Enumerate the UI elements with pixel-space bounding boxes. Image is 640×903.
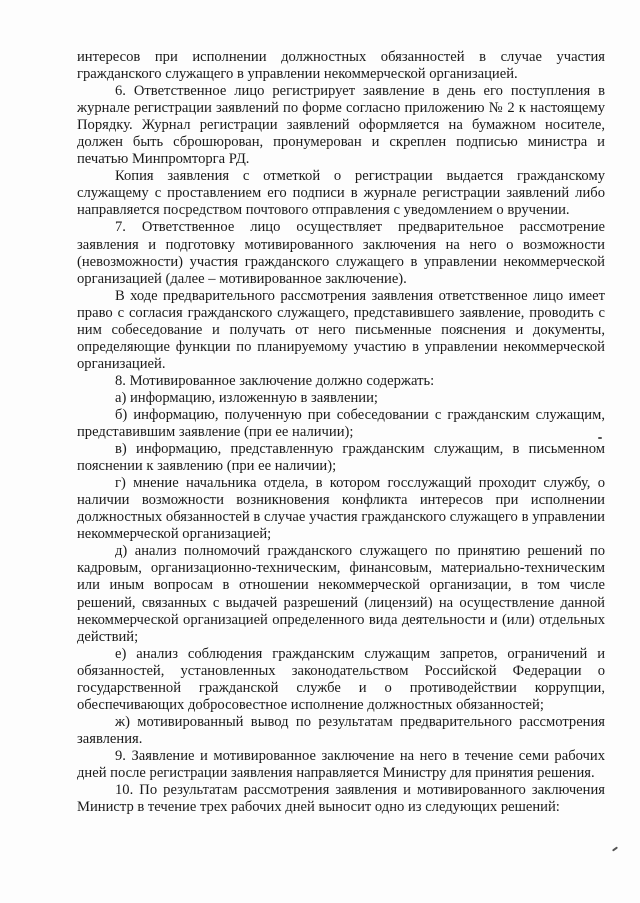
paragraph-item-7: 7. Ответственное лицо осуществляет предварительное рассмотрение заявления и подготовку мотивированного заключения на него о возможности (невозможности) участия гражданского служащего в управлении некоммерческой организацией (далее – мотивированное заключение). [77,219,605,287]
list-item-e: е) анализ соблюдения гражданским служащим запретов, ограничений и обязанностей, установленных законодательством Российской Федерации о государственной гражданской службе и о противодействии коррупции, обеспечивающих добросовестное исполнение должностных обязанностей; [77,645,605,713]
list-item-a: а) информацию, изложенную в заявлении; [115,389,378,406]
paragraph-item-6: 6. Ответственное лицо регистрирует заявление в день его поступления в журнале регистрации заявлений по форме согласно приложению № 2 к настоящему Порядку. Журнал регистрации заявлений оформляется на бумажном носителе, должен быть сброшюрован, пронумерован и скреплен подписью министра и печатью Минпромторга РД. [77,83,605,168]
scan-speck [612,846,618,851]
paragraph-preliminary-review: В ходе предварительного рассмотрения заявления ответственное лицо имеет право с согласия гражданского служащего, представившего заявление, проводить с ним собеседование и получать от него письменные пояснения и документы, определяющие функции по планируемому участию в управлении некоммерческой организацией. [77,287,605,372]
paragraph-item-9: 9. Заявление и мотивированное заключение на него в течение семи рабочих дней после регистрации заявления направляется Министру для принятия решения. [77,747,605,781]
paragraph-item-10: 10. По результатам рассмотрения заявления и мотивированного заключения Министр в течение трех рабочих дней выносит одно из следующих решений: [77,782,605,816]
list-item-g: г) мнение начальника отдела, в котором госслужащий проходит службу, о наличии возможности возникновения конфликта интересов при исполнении должностных обязанностей в случае участия гражданского служащего в управлении некоммерческой организацией; [77,475,605,543]
paragraph-item-8: 8. Мотивированное заключение должно содержать: [115,372,435,389]
document-body [77,49,605,816]
paragraph-copy-of-application: Копия заявления с отметкой о регистрации выдается гражданскому служащему с проставлением его подписи в журнале регистрации заявлений либо направляется посредством почтового отправления с уведомлением о вручении. [77,168,605,219]
paragraph-continuation: интересов при исполнении должностных обязанностей в случае участия гражданского служащего в управлении некоммерческой организацией. [77,49,605,83]
list-item-d: д) анализ полномочий гражданского служащего по принятию решений по кадровым, организационно-техническим, финансовым, материально-техническим или иным вопросам в отношении некоммерческой организации, в том числе решений, связанных с выдачей разрешений (лицензий) на осуществление данной некоммерческой организацией определенного вида деятельности и (или) отдельных действий; [77,543,605,645]
scan-speck [598,437,602,439]
list-item-b: б) информацию, полученную при собеседовании с гражданским служащим, представившим заявление (при ее наличии); [77,406,605,441]
list-item-v: в) информацию, представленную гражданским служащим, в письменном пояснении к заявлению (при ее наличии); [77,441,605,475]
list-item-zh: ж) мотивированный вывод по результатам предварительного рассмотрения заявления. [77,713,605,747]
